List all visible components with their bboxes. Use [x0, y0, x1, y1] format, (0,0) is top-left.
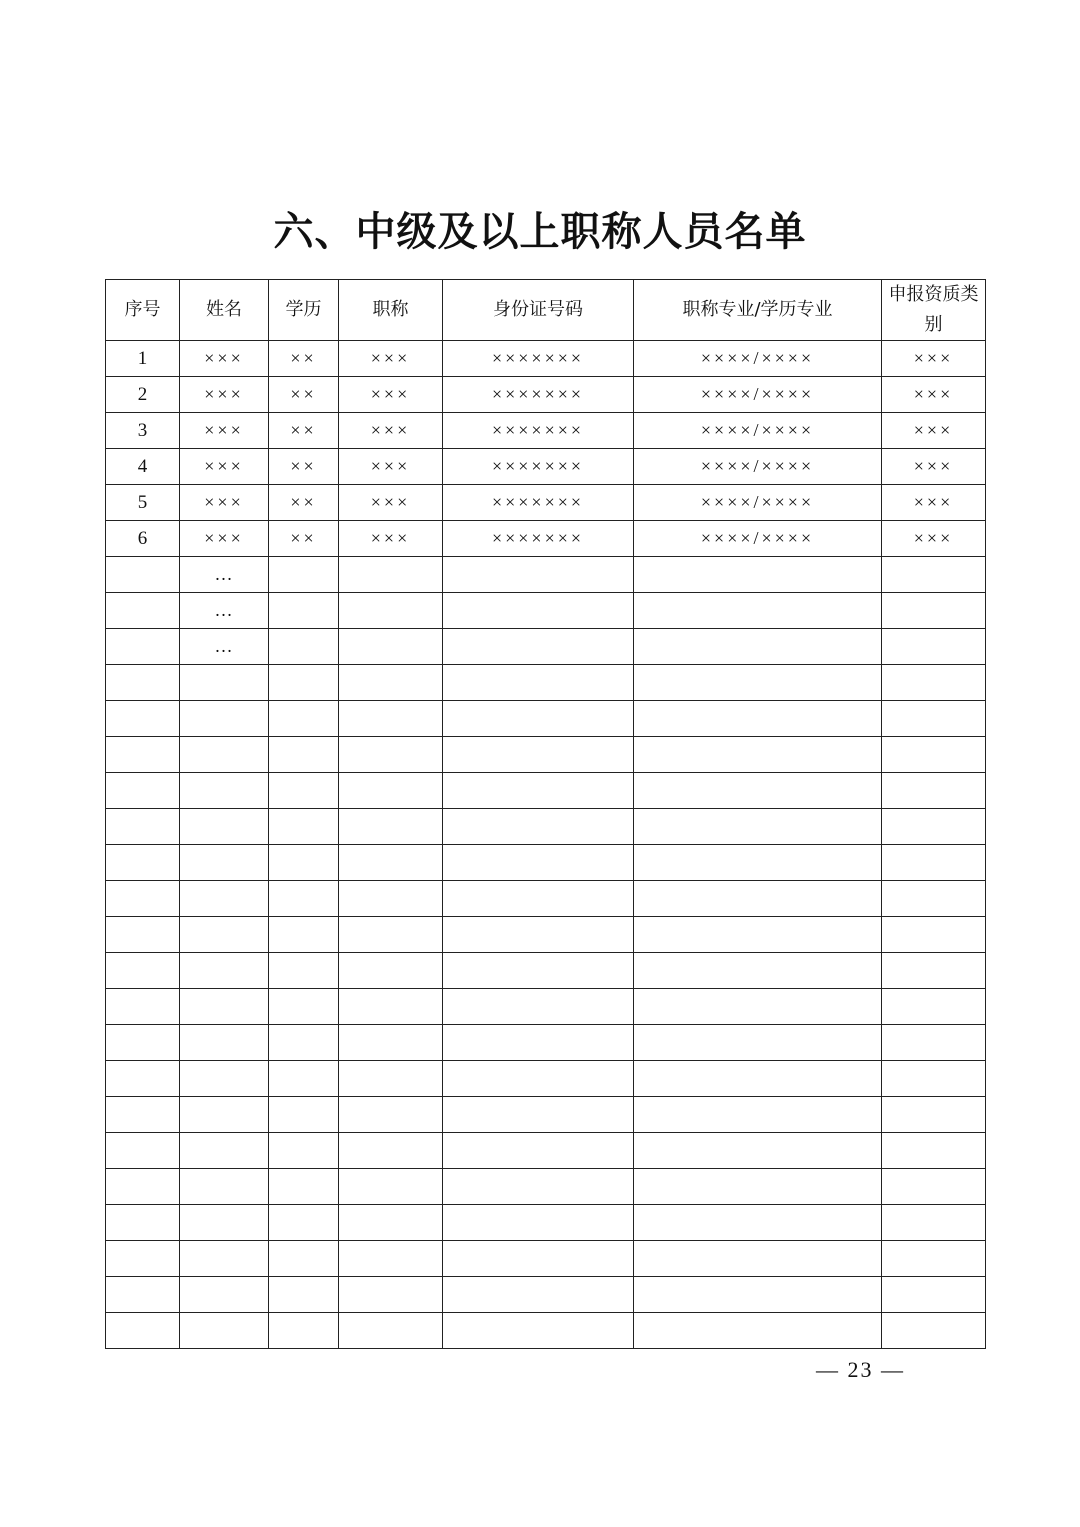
- column-header-title: 职称: [339, 280, 443, 341]
- cell-name: [180, 701, 269, 737]
- cell-index: 6: [106, 521, 180, 557]
- table-row: [106, 377, 986, 413]
- cell-name: ×××: [180, 413, 269, 449]
- cell-major: ××××/××××: [634, 485, 882, 521]
- table-row: [106, 593, 986, 629]
- cell-index: [106, 773, 180, 809]
- cell-major: [634, 1169, 882, 1205]
- cell-id-number: ×××××××: [443, 377, 634, 413]
- cell-name: [180, 845, 269, 881]
- cell-qualification: [882, 665, 986, 701]
- cell-title: [339, 1277, 443, 1313]
- cell-major: [634, 917, 882, 953]
- cell-major: [634, 1133, 882, 1169]
- cell-major: [634, 1313, 882, 1349]
- table-row: [106, 485, 986, 521]
- cell-major: [634, 665, 882, 701]
- cell-index: 2: [106, 377, 180, 413]
- cell-id-number: ×××××××: [443, 413, 634, 449]
- cell-title: [339, 1241, 443, 1277]
- cell-id-number: [443, 989, 634, 1025]
- cell-index: [106, 1205, 180, 1241]
- table-row: [106, 665, 986, 701]
- table-row: [106, 449, 986, 485]
- cell-qualification: [882, 1313, 986, 1349]
- cell-qualification: ×××: [882, 413, 986, 449]
- cell-education: [269, 1169, 339, 1205]
- cell-id-number: [443, 701, 634, 737]
- cell-major: [634, 953, 882, 989]
- cell-qualification: [882, 989, 986, 1025]
- cell-education: [269, 1097, 339, 1133]
- table-row: [106, 341, 986, 377]
- cell-index: [106, 1277, 180, 1313]
- cell-qualification: [882, 881, 986, 917]
- cell-major: [634, 1025, 882, 1061]
- table-row: [106, 737, 986, 773]
- cell-index: 5: [106, 485, 180, 521]
- cell-qualification: [882, 773, 986, 809]
- cell-education: [269, 989, 339, 1025]
- column-header-education: 学历: [269, 280, 339, 341]
- cell-title: [339, 701, 443, 737]
- cell-title: [339, 1313, 443, 1349]
- cell-index: [106, 1097, 180, 1133]
- cell-title: [339, 665, 443, 701]
- cell-name: [180, 737, 269, 773]
- cell-title: ×××: [339, 449, 443, 485]
- table-row: [106, 629, 986, 665]
- cell-index: 4: [106, 449, 180, 485]
- table-header-row: [106, 280, 986, 341]
- cell-id-number: [443, 593, 634, 629]
- cell-education: [269, 1313, 339, 1349]
- cell-education: ××: [269, 413, 339, 449]
- table-row: [106, 1241, 986, 1277]
- cell-education: ××: [269, 521, 339, 557]
- cell-education: ××: [269, 341, 339, 377]
- table-row: [106, 1277, 986, 1313]
- cell-name: [180, 989, 269, 1025]
- cell-id-number: [443, 1169, 634, 1205]
- cell-index: [106, 1241, 180, 1277]
- cell-id-number: [443, 773, 634, 809]
- cell-title: [339, 773, 443, 809]
- cell-title: [339, 989, 443, 1025]
- cell-name: …: [180, 629, 269, 665]
- cell-education: [269, 845, 339, 881]
- cell-index: [106, 845, 180, 881]
- cell-major: ××××/××××: [634, 521, 882, 557]
- cell-education: [269, 1277, 339, 1313]
- cell-name: [180, 953, 269, 989]
- cell-qualification: ×××: [882, 377, 986, 413]
- cell-education: [269, 1241, 339, 1277]
- cell-qualification: ×××: [882, 341, 986, 377]
- cell-index: [106, 1313, 180, 1349]
- cell-education: [269, 1025, 339, 1061]
- cell-title: ×××: [339, 341, 443, 377]
- cell-education: [269, 593, 339, 629]
- cell-title: [339, 917, 443, 953]
- cell-title: [339, 1097, 443, 1133]
- cell-education: [269, 917, 339, 953]
- column-header-id-number: 身份证号码: [443, 280, 634, 341]
- cell-major: [634, 1205, 882, 1241]
- table-row: [106, 1025, 986, 1061]
- table-row: [106, 845, 986, 881]
- cell-id-number: ×××××××: [443, 521, 634, 557]
- page-number: — 23 —: [816, 1357, 905, 1382]
- personnel-table: [105, 279, 986, 1349]
- cell-title: [339, 881, 443, 917]
- cell-education: [269, 1061, 339, 1097]
- cell-title: [339, 593, 443, 629]
- cell-major: [634, 557, 882, 593]
- cell-name: [180, 1133, 269, 1169]
- cell-title: ×××: [339, 377, 443, 413]
- cell-name: …: [180, 557, 269, 593]
- table-row: [106, 557, 986, 593]
- column-header-index: 序号: [106, 280, 180, 341]
- cell-qualification: [882, 953, 986, 989]
- column-header-name: 姓名: [180, 280, 269, 341]
- cell-qualification: [882, 845, 986, 881]
- cell-title: [339, 1205, 443, 1241]
- cell-major: ××××/××××: [634, 413, 882, 449]
- cell-education: [269, 809, 339, 845]
- cell-name: [180, 809, 269, 845]
- cell-major: [634, 701, 882, 737]
- cell-title: [339, 1169, 443, 1205]
- cell-qualification: [882, 593, 986, 629]
- cell-index: [106, 989, 180, 1025]
- cell-major: ××××/××××: [634, 377, 882, 413]
- cell-major: ××××/××××: [634, 449, 882, 485]
- table-row: [106, 701, 986, 737]
- cell-id-number: [443, 1097, 634, 1133]
- cell-index: 1: [106, 341, 180, 377]
- cell-title: [339, 845, 443, 881]
- cell-title: [339, 809, 443, 845]
- cell-index: [106, 1025, 180, 1061]
- cell-id-number: [443, 917, 634, 953]
- table-row: [106, 773, 986, 809]
- cell-id-number: [443, 629, 634, 665]
- cell-index: [106, 593, 180, 629]
- cell-major: [634, 773, 882, 809]
- cell-qualification: [882, 1205, 986, 1241]
- table-row: [106, 953, 986, 989]
- cell-id-number: [443, 1241, 634, 1277]
- page-title: 六、中级及以上职称人员名单: [273, 208, 807, 255]
- cell-name: [180, 773, 269, 809]
- table-row: [106, 809, 986, 845]
- cell-qualification: [882, 809, 986, 845]
- table-row: [106, 917, 986, 953]
- cell-title: [339, 1061, 443, 1097]
- cell-major: ××××/××××: [634, 341, 882, 377]
- cell-id-number: ×××××××: [443, 341, 634, 377]
- cell-education: ××: [269, 449, 339, 485]
- cell-index: [106, 701, 180, 737]
- cell-id-number: [443, 1205, 634, 1241]
- cell-title: ×××: [339, 485, 443, 521]
- cell-name: ×××: [180, 449, 269, 485]
- table-row: [106, 521, 986, 557]
- cell-qualification: ×××: [882, 521, 986, 557]
- table-row: [106, 1169, 986, 1205]
- cell-id-number: [443, 845, 634, 881]
- table-row: [106, 1133, 986, 1169]
- table-row: [106, 1097, 986, 1133]
- cell-qualification: ×××: [882, 449, 986, 485]
- cell-education: [269, 881, 339, 917]
- cell-id-number: [443, 953, 634, 989]
- cell-index: [106, 1133, 180, 1169]
- cell-name: [180, 1169, 269, 1205]
- cell-qualification: [882, 1241, 986, 1277]
- cell-id-number: [443, 1277, 634, 1313]
- cell-qualification: [882, 1277, 986, 1313]
- table-body: [106, 341, 986, 1349]
- cell-id-number: [443, 557, 634, 593]
- cell-name: [180, 1241, 269, 1277]
- cell-education: [269, 557, 339, 593]
- cell-name: [180, 1277, 269, 1313]
- cell-major: [634, 809, 882, 845]
- cell-major: [634, 845, 882, 881]
- cell-major: [634, 737, 882, 773]
- cell-index: [106, 1169, 180, 1205]
- cell-id-number: [443, 1313, 634, 1349]
- cell-title: [339, 1025, 443, 1061]
- cell-major: [634, 881, 882, 917]
- cell-qualification: [882, 1169, 986, 1205]
- cell-qualification: [882, 557, 986, 593]
- cell-title: [339, 1133, 443, 1169]
- cell-title: ×××: [339, 521, 443, 557]
- cell-qualification: [882, 737, 986, 773]
- cell-title: [339, 953, 443, 989]
- cell-name: ×××: [180, 377, 269, 413]
- cell-name: [180, 1061, 269, 1097]
- table-row: [106, 1205, 986, 1241]
- cell-id-number: [443, 1025, 634, 1061]
- cell-index: [106, 737, 180, 773]
- cell-qualification: ×××: [882, 485, 986, 521]
- cell-id-number: [443, 665, 634, 701]
- cell-name: …: [180, 593, 269, 629]
- cell-index: [106, 881, 180, 917]
- cell-education: [269, 953, 339, 989]
- cell-name: ×××: [180, 521, 269, 557]
- cell-name: [180, 881, 269, 917]
- table-row: [106, 413, 986, 449]
- cell-index: [106, 917, 180, 953]
- cell-index: [106, 629, 180, 665]
- cell-id-number: ×××××××: [443, 449, 634, 485]
- table-row: [106, 1061, 986, 1097]
- cell-education: [269, 773, 339, 809]
- cell-index: [106, 557, 180, 593]
- cell-major: [634, 1061, 882, 1097]
- cell-index: 3: [106, 413, 180, 449]
- table-row: [106, 989, 986, 1025]
- cell-title: [339, 557, 443, 593]
- cell-education: [269, 629, 339, 665]
- cell-qualification: [882, 1061, 986, 1097]
- cell-name: ×××: [180, 341, 269, 377]
- cell-qualification: [882, 629, 986, 665]
- cell-education: [269, 737, 339, 773]
- cell-id-number: ×××××××: [443, 485, 634, 521]
- cell-id-number: [443, 1133, 634, 1169]
- cell-id-number: [443, 809, 634, 845]
- cell-qualification: [882, 1097, 986, 1133]
- cell-title: [339, 629, 443, 665]
- cell-index: [106, 1061, 180, 1097]
- cell-id-number: [443, 737, 634, 773]
- cell-major: [634, 1097, 882, 1133]
- cell-index: [106, 665, 180, 701]
- table-row: [106, 1313, 986, 1349]
- cell-major: [634, 593, 882, 629]
- cell-name: [180, 1205, 269, 1241]
- cell-name: [180, 917, 269, 953]
- cell-id-number: [443, 1061, 634, 1097]
- cell-education: [269, 1133, 339, 1169]
- cell-name: [180, 1313, 269, 1349]
- cell-name: [180, 1025, 269, 1061]
- cell-education: [269, 665, 339, 701]
- cell-name: [180, 1097, 269, 1133]
- cell-qualification: [882, 701, 986, 737]
- cell-major: [634, 989, 882, 1025]
- cell-index: [106, 953, 180, 989]
- cell-major: [634, 1277, 882, 1313]
- cell-major: [634, 1241, 882, 1277]
- cell-qualification: [882, 1025, 986, 1061]
- cell-title: [339, 737, 443, 773]
- cell-education: ××: [269, 485, 339, 521]
- cell-education: ××: [269, 377, 339, 413]
- table-row: [106, 881, 986, 917]
- cell-index: [106, 809, 180, 845]
- cell-education: [269, 1205, 339, 1241]
- cell-name: [180, 665, 269, 701]
- cell-qualification: [882, 917, 986, 953]
- column-header-major: 职称专业/学历专业: [634, 280, 882, 341]
- cell-id-number: [443, 881, 634, 917]
- cell-major: [634, 629, 882, 665]
- column-header-qualification-category: 申报资质类别: [882, 280, 986, 341]
- cell-name: ×××: [180, 485, 269, 521]
- cell-title: ×××: [339, 413, 443, 449]
- cell-qualification: [882, 1133, 986, 1169]
- cell-education: [269, 701, 339, 737]
